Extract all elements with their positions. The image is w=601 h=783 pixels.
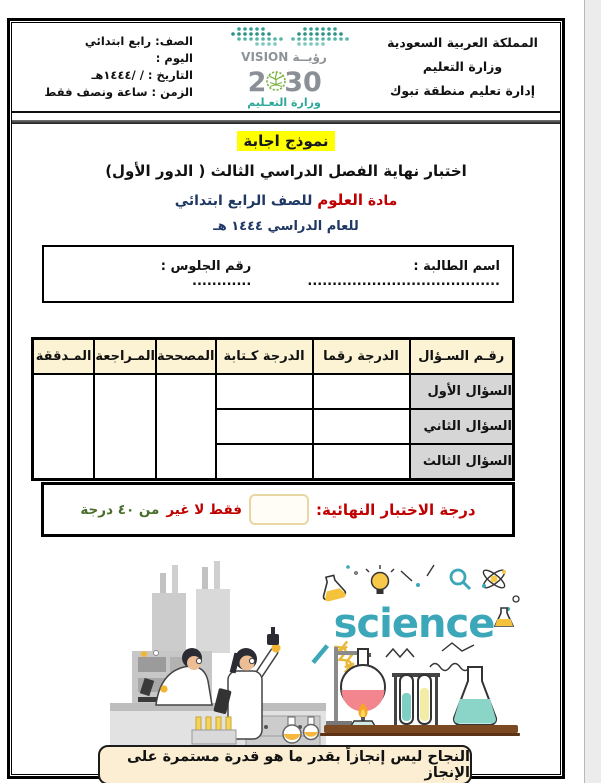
ministry-wordmark: وزارة التعـليم	[247, 96, 321, 109]
grades-table	[31, 337, 515, 481]
exam-title: اختبار نهاية الفصل الدراسي الثالث ( الدور الأول)	[105, 162, 467, 180]
time-line: الزمن : ساعة ونصف فقط	[44, 85, 193, 99]
erlenmeyer-flask	[454, 667, 496, 725]
col-reviewer: المـراجعة	[94, 339, 156, 375]
grade-numeric-cell-3	[313, 444, 410, 480]
lightbulb-icon	[366, 565, 394, 594]
ministry-name: وزارة التعليم	[422, 59, 503, 74]
grade-written-cell-2	[216, 409, 313, 444]
table-row	[32, 374, 513, 409]
row-question-1: السؤال الأول	[410, 374, 514, 409]
corrector-cell	[156, 374, 215, 480]
flask-icon	[319, 574, 346, 603]
col-grade-written: الدرجة كـتابة	[216, 339, 313, 375]
ministry-block	[375, 31, 550, 103]
education-admin: إدارة تعليم منطقة تبوك	[389, 83, 536, 98]
subject-name: العلوم	[317, 191, 364, 209]
grade-numeric-cell-1	[313, 374, 410, 409]
saudi-emblem-icon	[267, 72, 285, 90]
science-text: science	[333, 601, 495, 647]
reviewer-cell	[94, 374, 156, 480]
exam-cover-page	[7, 18, 565, 779]
round-flask	[341, 649, 385, 712]
grade-numeric-cell-2	[313, 409, 410, 444]
col-question-number: رقـم السـؤال	[410, 339, 514, 375]
final-grade-box	[41, 482, 515, 537]
magnifier-icon	[451, 570, 470, 589]
year-digits-30: 30	[284, 67, 322, 98]
grade-written-cell-1	[216, 374, 313, 409]
logo-dots-pattern	[231, 27, 349, 46]
test-tubes	[392, 673, 440, 725]
subject-suffix: للصف الرابع ابتدائي	[174, 193, 313, 209]
student-info-box	[42, 245, 514, 303]
answer-key-badge: نموذج اجابة	[12, 131, 560, 151]
final-grade-label: درجة الاختبار النهائية:	[316, 500, 476, 519]
page-border-inner	[11, 22, 561, 781]
motivation-banner: النجاح ليس إنجازاً بقدر ما هو قدرة مستمرة على الإنجاز	[98, 745, 472, 783]
out-of-40-label: من ٤٠ درجة	[80, 501, 160, 518]
flask-right-icon	[495, 608, 513, 626]
year-digit-2: 2	[247, 67, 267, 98]
vision-2030-logo-svg	[208, 24, 360, 110]
auditor-cell	[32, 374, 94, 480]
student-name-field: اسم الطالبة : .......................................	[307, 259, 500, 289]
header-divider-rule	[12, 120, 560, 124]
col-grade-numeric: الدرجة رقما	[313, 339, 410, 375]
exam-info-block	[22, 33, 193, 101]
seat-number-field: رقم الجلوس : ............	[160, 259, 252, 289]
row-question-2: السؤال الثاني	[410, 409, 514, 444]
only-label: فقط لا غير	[166, 501, 243, 518]
pencil-icon	[311, 644, 329, 664]
vision-label: رؤيــة VISION	[241, 50, 327, 64]
grades-table-header-row	[32, 339, 513, 375]
wave-doodle	[430, 664, 470, 671]
subject-prefix: مادة	[367, 193, 398, 209]
science-illustration	[96, 555, 520, 760]
atom-icon	[481, 567, 507, 590]
vision-2030-logo	[204, 24, 364, 110]
col-auditor: المـدققة	[32, 339, 94, 375]
day-line: اليوم :	[155, 51, 193, 65]
class-line: الصف: رابع ابتدائي	[84, 34, 193, 48]
lab-table	[320, 725, 520, 736]
page-header	[12, 23, 560, 113]
subject-line	[12, 191, 560, 209]
viewer-page-edge	[584, 0, 601, 783]
zigzag-doodle	[386, 649, 414, 657]
final-grade-entry-box	[249, 494, 309, 525]
academic-year-line: للعام الدراسي ١٤٤٤ هـ	[213, 219, 359, 234]
date-line: التاريخ : / /١٤٤٤هـ	[91, 68, 193, 82]
row-question-3: السؤال الثالث	[410, 444, 514, 480]
col-corrector: المصححة	[156, 339, 215, 375]
grade-written-cell-3	[216, 444, 313, 480]
country-name: المملكة العربية السعودية	[387, 35, 538, 50]
